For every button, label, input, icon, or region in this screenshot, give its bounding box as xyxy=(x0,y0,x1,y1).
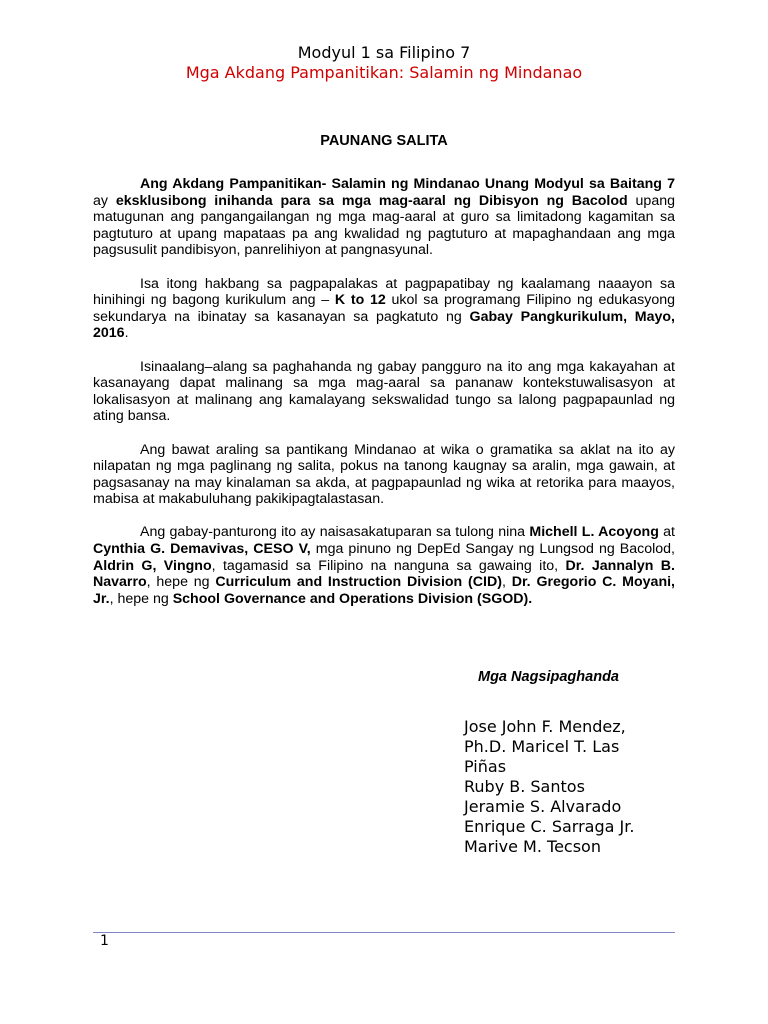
signature-heading: Mga Nagsipaghanda xyxy=(478,669,619,685)
text-run: , tagamasid sa Filipino na nanguna sa gawaing ito, xyxy=(211,557,566,574)
foreword-paragraph xyxy=(93,176,675,259)
author-name: Ruby B. Santos xyxy=(464,777,585,796)
module-subtitle: Mga Akdang Pampanitikan: Salamin ng Mindanao xyxy=(185,63,583,82)
page-number: 1 xyxy=(100,933,109,949)
foreword-paragraph xyxy=(93,524,675,607)
author-name: Piñas xyxy=(464,757,507,776)
module-title: Modyul 1 sa Filipino 7 xyxy=(297,43,471,62)
bold-text: Aldrin G, Vingno xyxy=(93,557,212,574)
section-title: PAUNANG SALITA xyxy=(320,133,448,149)
author-name: Jeramie S. Alvarado xyxy=(464,797,622,816)
bold-text: eksklusibong inihanda para sa mga mag-aaral ng Dibisyon ng Bacolod xyxy=(115,192,628,209)
text-run: at xyxy=(658,524,675,541)
text-run: . xyxy=(124,325,129,342)
bold-text: Gabay Pangkurikulum, Mayo, 2016 xyxy=(93,308,675,342)
document-header xyxy=(0,43,768,83)
bold-text: K to 12 xyxy=(334,292,386,309)
foreword-paragraph xyxy=(93,359,675,425)
bold-text: Ang Akdang Pampanitikan- Salamin ng Mindanao Unang Modyul sa Baitang 7 xyxy=(140,176,675,192)
bold-text: School Governance and Operations Division (SGOD). xyxy=(172,590,533,607)
text-run: upang matugunan ang pangangailangan ng mga mag-aaral at guro sa limitadong kagamitan sa pagtuturo at upang mapataas pa ang kwalidad ng pagtuturo at mapaghandaan ang mga pagsusulit pandibisyon, panrelihiyon at pangnasyunal. xyxy=(93,192,675,259)
bold-text: Cynthia G. Demavivas, CESO V, xyxy=(93,541,311,558)
text-run: Ang bawat araling sa pantikang Mindanao at wika o gramatika sa aklat na ito ay nilapatan ng mga paglinang ng salita, pokus na tanong kaugnay sa aralin, mga gawain, at pagsasanay na may kinalaman sa akda, at pagpapaunlad ng wika at retorika para maayos, mabisa at makabuluhang pakikipagtalastasan. xyxy=(93,441,675,508)
text-run: , hepe ng xyxy=(109,590,173,607)
bold-text: Curriculum and Instruction Division (CID) xyxy=(215,574,502,591)
foreword-paragraph xyxy=(93,442,675,508)
author-name: Ph.D. Maricel T. Las xyxy=(464,737,620,756)
author-name: Marive M. Tecson xyxy=(464,837,601,856)
text-run: ukol sa programang Filipino ng edukasyong sekundarya na ibinatay sa kasanayan sa pagkatuto ng xyxy=(93,292,675,325)
text-run: , hepe ng xyxy=(146,574,216,591)
text-run: Isa itong hakbang sa pagpapalakas at pagpapatibay ng kaalamang naaayon sa hinihingi ng bagong kurikulum ang – xyxy=(93,275,675,309)
foreword-paragraph xyxy=(93,276,675,342)
author-list xyxy=(464,717,679,857)
text-run: ay xyxy=(93,192,116,209)
text-run: Ang gabay-panturong ito ay naisasakatuparan sa tulong nina xyxy=(140,524,530,541)
author-name: Enrique C. Sarraga Jr. xyxy=(464,817,635,836)
bold-text: Michell L. Acoyong xyxy=(529,524,659,541)
footer-rule xyxy=(93,932,675,933)
text-run: Isinaalang–alang sa paghahanda ng gabay pangguro na ito ang mga kakayahan at kasanayang dapat malinang sa mga mag-aaral sa pananaw kontekstuwalisasyon at lokalisasyon at malinang ang kamalayang sekswalidad tungo sa lalong pagpapaunlad ng ating bansa. xyxy=(93,358,675,425)
author-name: Jose John F. Mendez, xyxy=(464,717,626,736)
text-run: mga pinuno ng DepEd Sangay ng Lungsod ng Bacolod, xyxy=(310,541,676,558)
bold-text: Dr. Jannalyn B. Navarro xyxy=(93,557,675,591)
foreword-body xyxy=(93,176,675,607)
bold-text: Dr. Gregorio C. Moyani, Jr. xyxy=(93,574,675,607)
text-run: , xyxy=(501,574,512,591)
